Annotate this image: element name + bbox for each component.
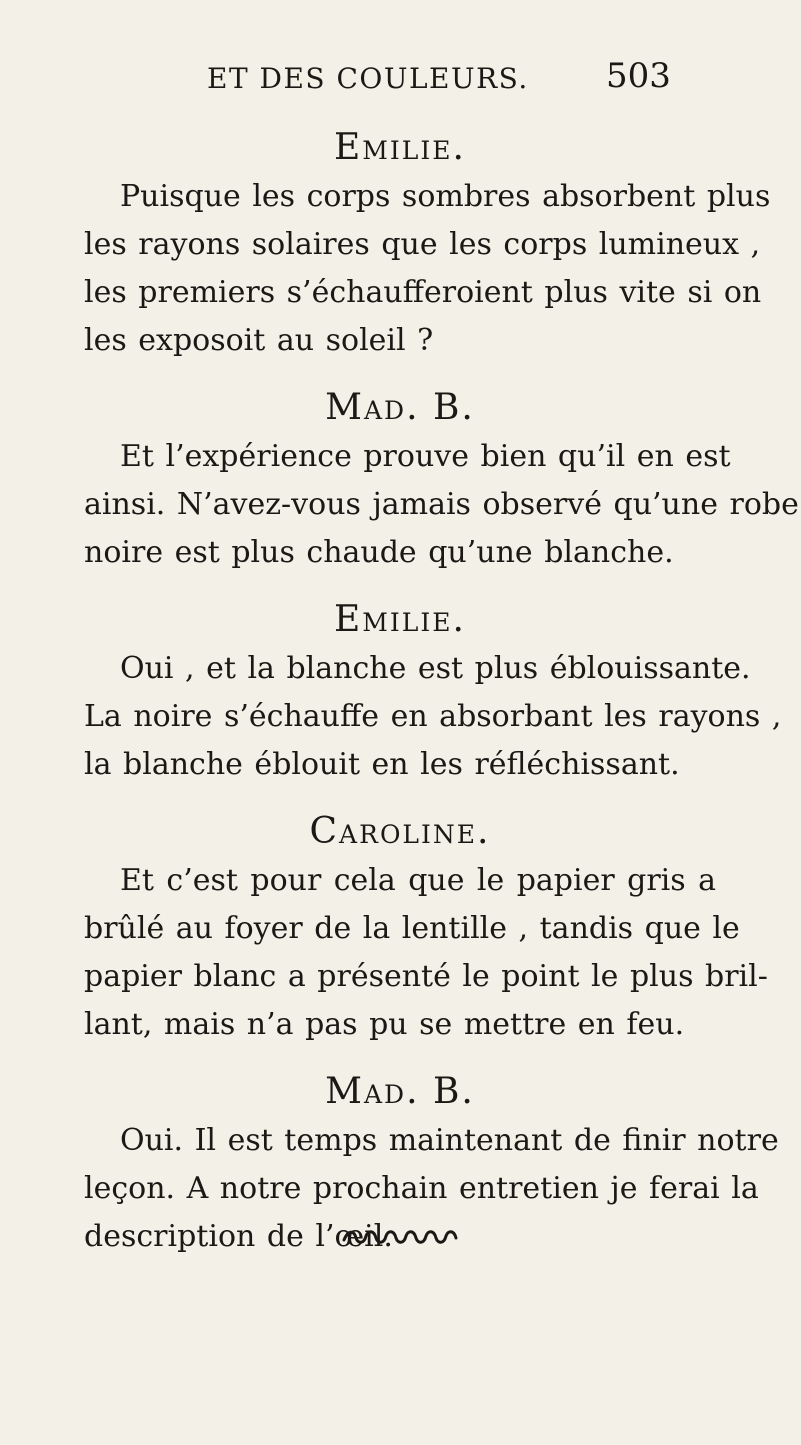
text-line: les rayons solaires que les corps lumineux ,: [84, 227, 761, 262]
spacer: [84, 577, 716, 595]
text-line: la blanche éblouit en les réfléchissant.: [84, 747, 680, 782]
speaker-heading: Caroline.: [309, 811, 491, 852]
text-line: Et l’expérience prouve bien qu’il en est: [120, 439, 731, 474]
dialogue-text: [84, 123, 799, 1261]
spacer: [84, 1049, 716, 1067]
speech-paragraph: [84, 173, 771, 365]
page-number: 503: [606, 56, 671, 96]
text-line: Puisque les corps sombres absorbent plus: [120, 179, 771, 214]
text-line: les premiers s’échaufferoient plus vite si on: [84, 275, 762, 310]
running-title: ET DES COULEURS.: [207, 62, 529, 95]
text-line: les exposoit au soleil ?: [84, 323, 434, 358]
text-line: Et c’est pour cela que le papier gris a: [120, 863, 716, 898]
speech-paragraph: [84, 645, 782, 789]
tail-ornament-icon: [340, 1226, 460, 1248]
text-line: papier blanc a présenté le point le plus bril-: [84, 959, 768, 994]
speaker-heading: Emilie.: [334, 599, 466, 640]
text-line: brûlé au foyer de la lentille , tandis que le: [84, 911, 740, 946]
text-line: leçon. A notre prochain entretien je ferai la: [84, 1171, 759, 1206]
speaker-heading: Emilie.: [334, 127, 466, 168]
speech-paragraph: [84, 433, 799, 577]
spacer: [84, 789, 716, 807]
speaker-heading: Mad. B.: [325, 387, 475, 428]
text-line: ainsi. N’avez-vous jamais observé qu’une robe: [84, 487, 799, 522]
speech-paragraph: [84, 857, 768, 1049]
text-line: Oui , et la blanche est plus éblouissante.: [120, 651, 751, 686]
text-line: description de l’œil.: [84, 1219, 393, 1254]
running-head: [0, 52, 801, 96]
text-line: La noire s’échauffe en absorbant les rayons ,: [84, 699, 782, 734]
spacer: [84, 365, 716, 383]
text-line: Oui. Il est temps maintenant de finir notre: [120, 1123, 779, 1158]
text-line: noire est plus chaude qu’une blanche.: [84, 535, 674, 570]
speaker-heading: Mad. B.: [325, 1071, 475, 1112]
text-line: lant, mais n’a pas pu se mettre en feu.: [84, 1007, 685, 1042]
